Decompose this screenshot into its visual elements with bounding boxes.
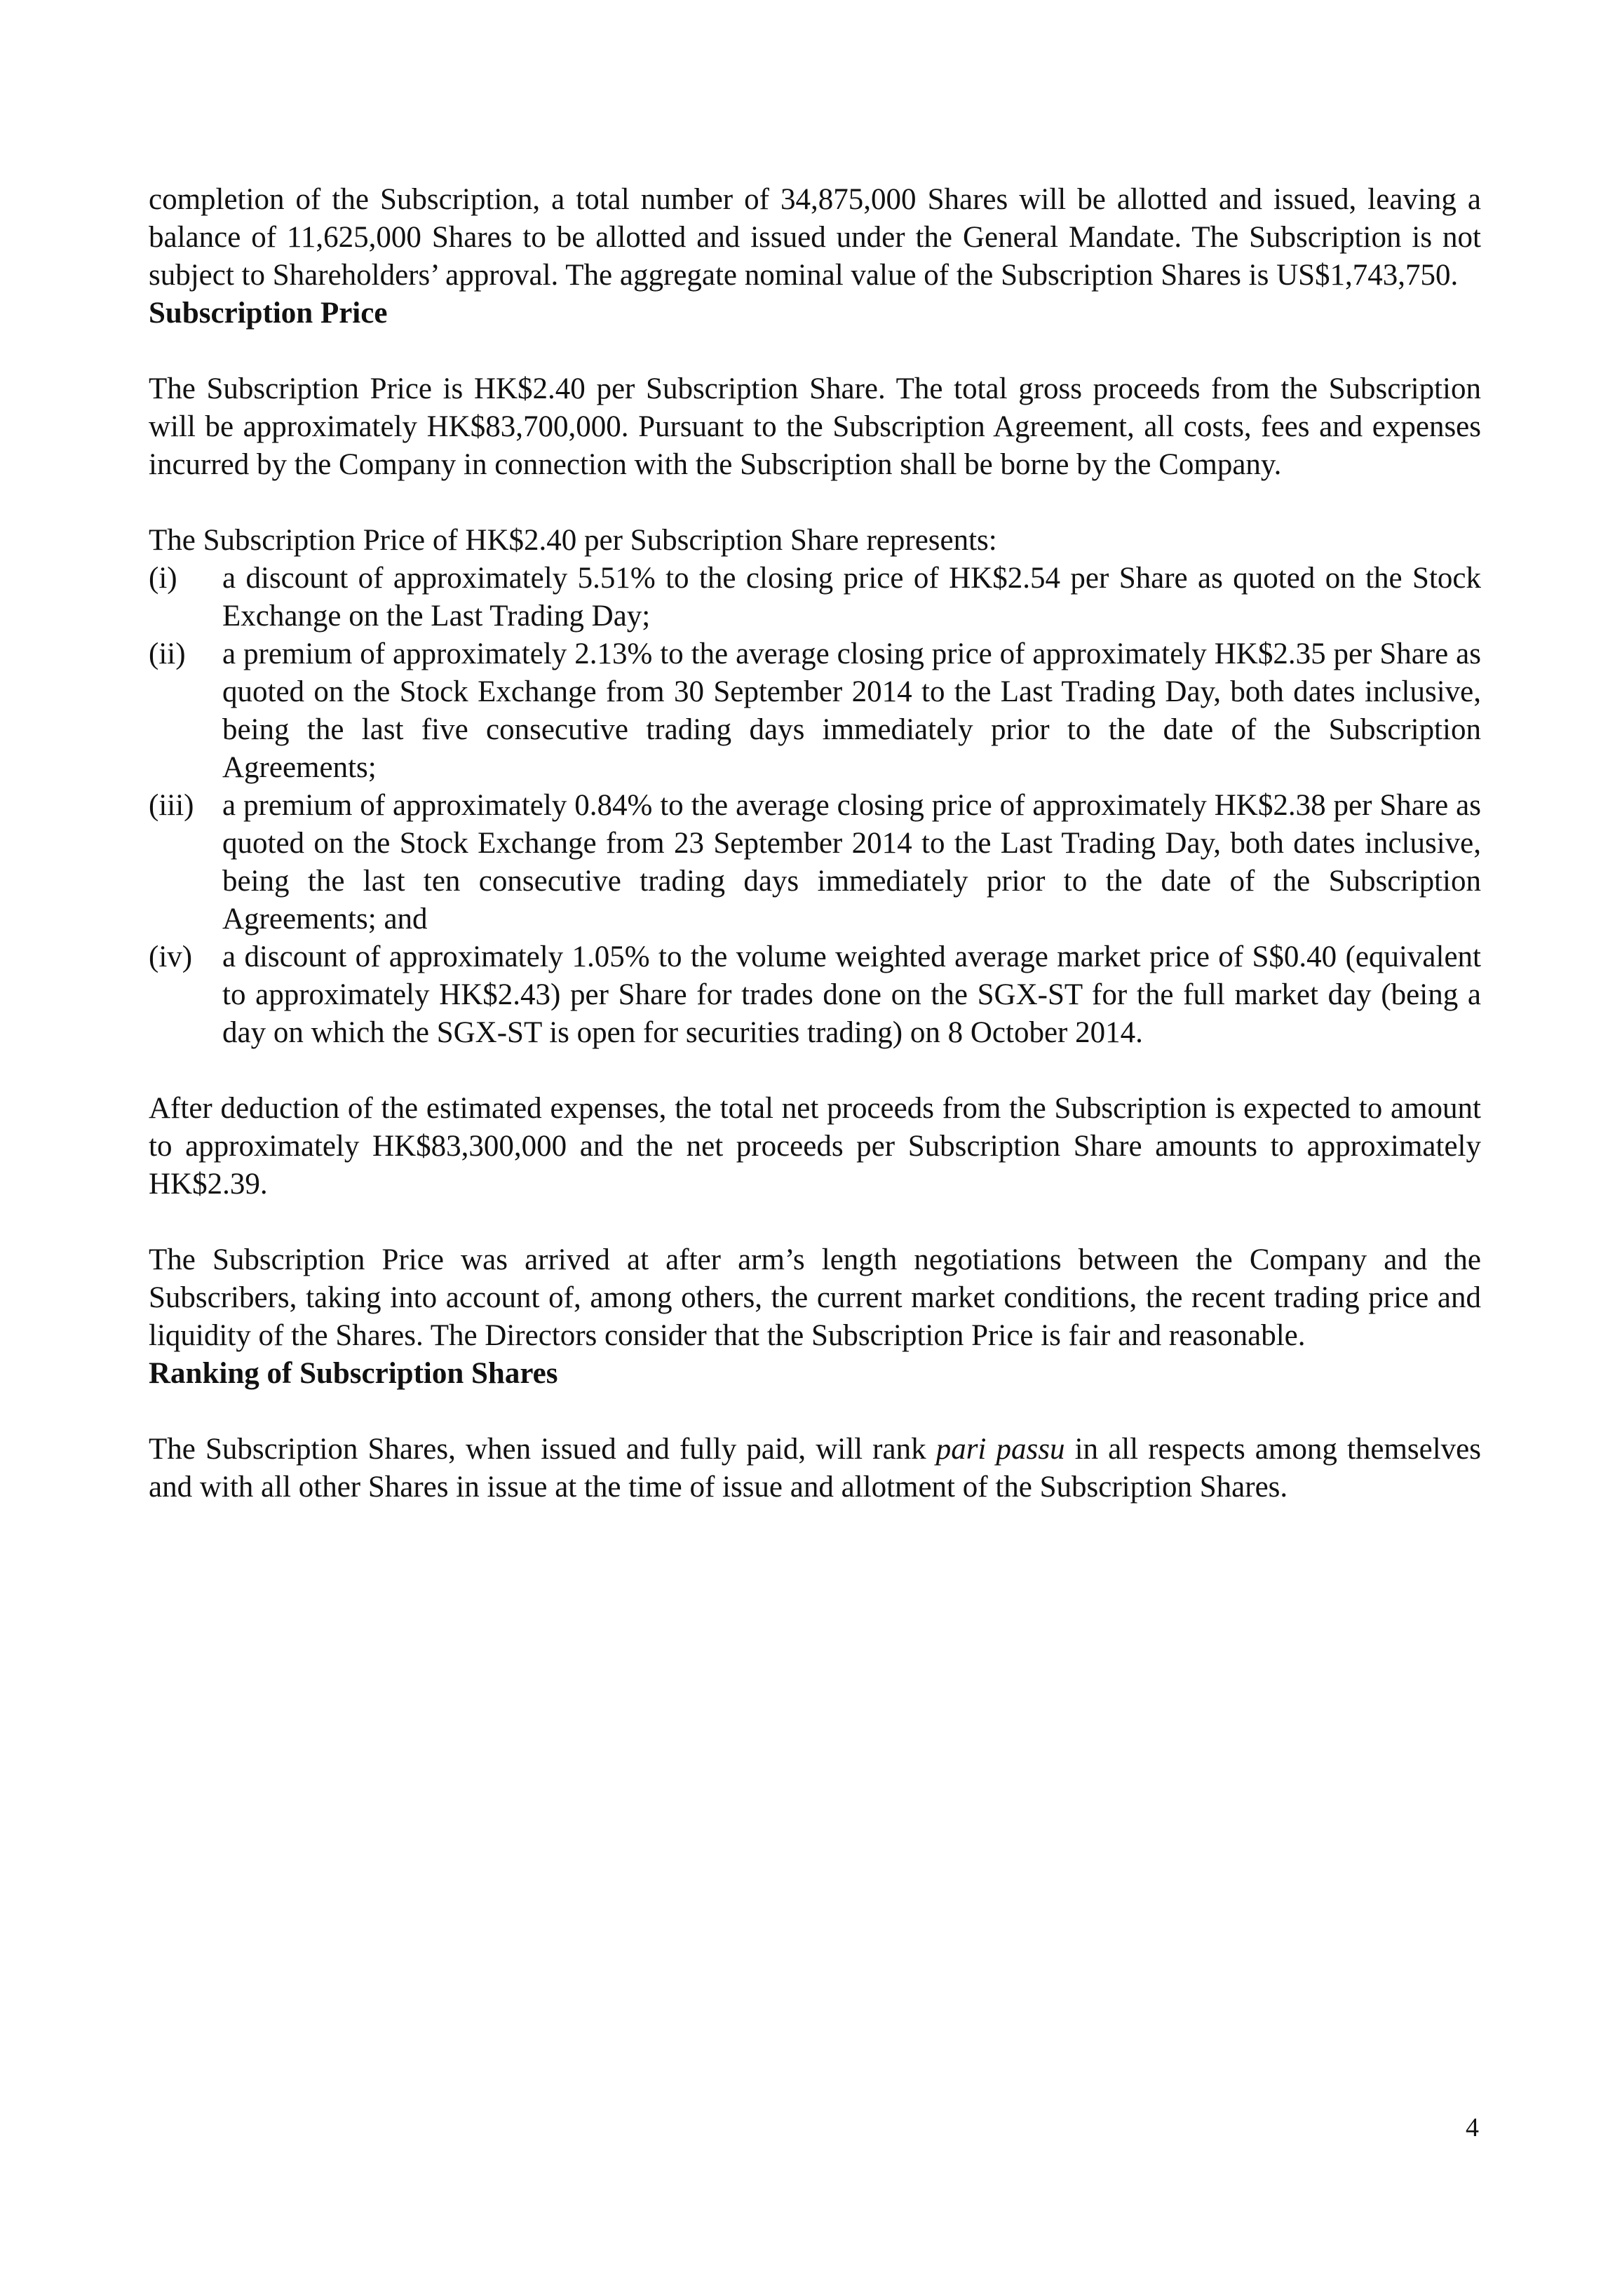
list-item-text: a premium of approximately 0.84% to the average closing price of approximately HK$2.38 per Share as quoted on the Stock Exchange from 23 September 2014 to the Last Trading Day, both dates inclusive, being the last ten consecutive trading days immediately prior to the date of the Subscription Agreements; and bbox=[222, 789, 1481, 936]
list-item-text: a discount of approximately 1.05% to the volume weighted average market price of S$0.40 (equivalent to approximately HK$2.43) per Share for trades done on the SGX-ST for the full market day (being a day on which the SGX-ST is open for securities trading) on 8 October 2014. bbox=[222, 940, 1481, 1049]
page-number: 4 bbox=[1466, 2113, 1479, 2142]
ranking-paragraph bbox=[149, 1431, 1481, 1506]
subscription-price-heading: Subscription Price bbox=[149, 297, 388, 330]
ranking-text-italic: pari passu bbox=[935, 1433, 1065, 1466]
net-proceeds-paragraph: After deduction of the estimated expenses, the total net proceeds from the Subscription is expected to amount to approximately HK$83,300,000 and the net proceeds per Subscription Share amounts to approximately HK$2.39. bbox=[149, 1092, 1481, 1201]
list-item-text: a premium of approximately 2.13% to the average closing price of approximately HK$2.35 per Share as quoted on the Stock Exchange from 30 September 2014 to the Last Trading Day, both dates inclusive, being the last five consecutive trading days immediately prior to the date of the Subscription Agreements; bbox=[222, 637, 1481, 784]
list-item bbox=[149, 560, 1481, 635]
list-item bbox=[149, 635, 1481, 787]
list-item-text: a discount of approximately 5.51% to the closing price of HK$2.54 per Share as quoted on the Stock Exchange on the Last Trading Day; bbox=[222, 562, 1481, 633]
list-item bbox=[149, 938, 1481, 1052]
list-item-number: (i) bbox=[149, 562, 177, 595]
ranking-text-after: in all respects among themselves and with all other Shares in issue at the time of issue and allotment of the Subscription Shares. bbox=[149, 1433, 1482, 1504]
arms-length-paragraph: The Subscription Price was arrived at after arm’s length negotiations between the Company and the Subscribers, taking into account of, among others, the current market conditions, the recent trading price and liquidity of the Shares. The Directors consider that the Subscription Price is fair and reasonable. bbox=[149, 1243, 1481, 1352]
represents-intro: The Subscription Price of HK$2.40 per Subscription Share represents: bbox=[149, 524, 997, 557]
subscription-price-paragraph: The Subscription Price is HK$2.40 per Subscription Share. The total gross proceeds from the Subscription will be approximately HK$83,700,000. Pursuant to the Subscription Agreement, all costs, fees and expenses incurred by the Company in connection with the Subscription shall be borne by the Company. bbox=[149, 372, 1481, 481]
list-item-number: (ii) bbox=[149, 637, 186, 670]
ranking-heading: Ranking of Subscription Shares bbox=[149, 1357, 558, 1390]
list-item-number: (iv) bbox=[149, 940, 193, 973]
list-item bbox=[149, 787, 1481, 938]
list-item-number: (iii) bbox=[149, 789, 194, 822]
ranking-text-before: The Subscription Shares, when issued and fully paid, will rank bbox=[149, 1433, 936, 1466]
intro-paragraph: completion of the Subscription, a total number of 34,875,000 Shares will be allotted and issued, leaving a balance of 11,625,000 Shares to be allotted and issued under the General Mandate. The Subscription is not subject to Shareholders’ approval. The aggregate nominal value of the Subscription Shares is US$1,743,750. bbox=[149, 183, 1481, 292]
document-body bbox=[149, 181, 1481, 1506]
